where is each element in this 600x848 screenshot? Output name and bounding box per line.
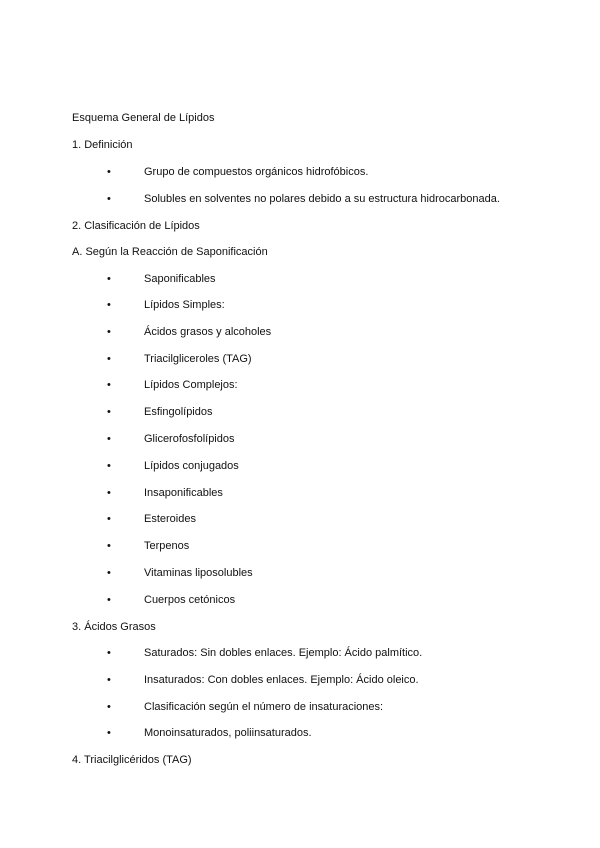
bullet-icon: • (107, 299, 111, 311)
list-item-text: Insaturados: Con dobles enlaces. Ejemplo: Ácido oleico. (144, 674, 419, 686)
list-item-text: Monoinsaturados, poliinsaturados. (144, 727, 312, 739)
bullet-icon: • (107, 326, 111, 338)
list-item (0, 593, 600, 607)
bullet-icon: • (107, 273, 111, 285)
list-item (0, 459, 600, 473)
bullet-icon: • (107, 166, 111, 178)
list-item-text: Lípidos conjugados (144, 460, 239, 472)
list-item-text: Grupo de compuestos orgánicos hidrofóbicos. (144, 166, 369, 178)
list-item (0, 726, 600, 740)
list-item (0, 486, 600, 500)
list-item (0, 325, 600, 339)
list-item (0, 539, 600, 553)
bullet-icon: • (107, 460, 111, 472)
section-heading-clasificacion: 2. Clasificación de Lípidos (72, 220, 200, 232)
list-item-text: Terpenos (144, 540, 190, 552)
list-item (0, 378, 600, 392)
list-item (0, 673, 600, 687)
list-item-text: Esteroides (144, 513, 196, 525)
bullet-icon: • (107, 406, 111, 418)
bullet-icon: • (107, 433, 111, 445)
list-item-text: Saturados: Sin dobles enlaces. Ejemplo: Ácido palmítico. (144, 647, 423, 659)
list-item (0, 405, 600, 419)
section-heading-definicion: 1. Definición (72, 139, 133, 151)
list-item-text: Triacilgliceroles (TAG) (144, 353, 252, 365)
bullet-icon: • (107, 487, 111, 499)
bullet-icon: • (107, 540, 111, 552)
list-item-text: Saponificables (144, 273, 216, 285)
list-item (0, 432, 600, 446)
bullet-icon: • (107, 193, 111, 205)
section-heading-triacilgliceridos: 4. Triacilglicéridos (TAG) (72, 754, 192, 766)
section-heading-saponificacion: A. Según la Reacción de Saponificación (72, 246, 268, 258)
document-title: Esquema General de Lípidos (72, 112, 215, 124)
bullet-icon: • (107, 567, 111, 579)
bullet-icon: • (107, 379, 111, 391)
list-item-text: Solubles en solventes no polares debido a su estructura hidrocarbonada. (144, 193, 500, 205)
list-item-text: Lípidos Simples: (144, 299, 225, 311)
list-item-text: Glicerofosfolípidos (144, 433, 235, 445)
list-item-text: Insaponificables (144, 487, 223, 499)
list-item (0, 352, 600, 366)
list-item-text: Cuerpos cetónicos (144, 594, 236, 606)
bullet-icon: • (107, 727, 111, 739)
list-item (0, 700, 600, 714)
list-item-text: Clasificación según el número de insaturaciones: (144, 701, 384, 713)
list-item (0, 272, 600, 286)
bullet-icon: • (107, 594, 111, 606)
list-item (0, 566, 600, 580)
bullet-icon: • (107, 701, 111, 713)
list-item-text: Ácidos grasos y alcoholes (144, 326, 272, 338)
bullet-icon: • (107, 353, 111, 365)
list-item (0, 298, 600, 312)
bullet-icon: • (107, 674, 111, 686)
bullet-icon: • (107, 647, 111, 659)
list-item (0, 165, 600, 179)
list-item-text: Lípidos Complejos: (144, 379, 238, 391)
list-item-text: Esfingolípidos (144, 406, 213, 418)
list-item (0, 646, 600, 660)
list-item (0, 512, 600, 526)
section-heading-acidos-grasos: 3. Ácidos Grasos (72, 621, 156, 633)
list-item-text: Vitaminas liposolubles (144, 567, 253, 579)
list-item (0, 192, 600, 206)
bullet-icon: • (107, 513, 111, 525)
